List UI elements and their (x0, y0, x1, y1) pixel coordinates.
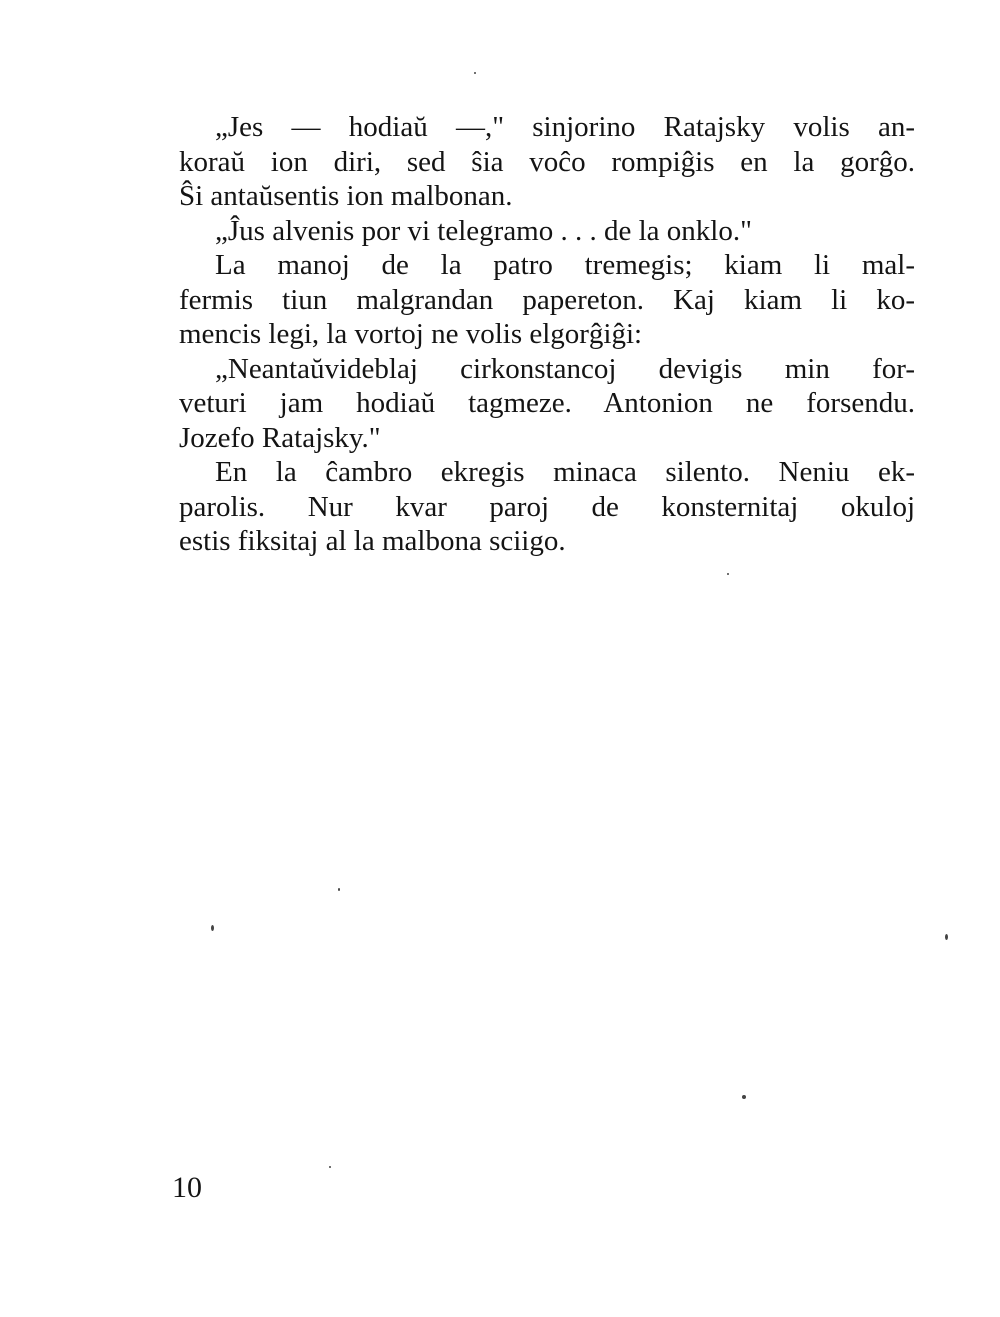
paragraph-2 (179, 214, 915, 249)
text-line: „Neantaŭvideblaj cirkonstancoj devigis min for- (215, 352, 915, 385)
text-line: „Ĵus alvenis por vi telegramo . . . de la onklo." (215, 214, 752, 247)
body-text (179, 110, 915, 559)
scan-speck (742, 1095, 746, 1099)
text-line: parolis. Nur kvar paroj de konsternitaj okuloj (179, 490, 915, 523)
scan-speck (474, 72, 476, 74)
scan-speck (329, 1166, 331, 1168)
text-line: koraŭ ion diri, sed ŝia voĉo rompiĝis en la gorĝo. (179, 145, 915, 178)
scan-speck (338, 888, 340, 891)
text-line: mencis legi, la vortoj ne volis elgorĝiĝi: (179, 318, 643, 350)
paragraph-5 (179, 455, 915, 559)
text-line: Ŝi antaŭsentis ion malbonan. (179, 180, 513, 212)
paragraph-4 (179, 352, 915, 456)
text-line: estis fiksitaj al la malbona sciigo. (179, 525, 566, 557)
page-number: 10 (172, 1171, 202, 1204)
scan-speck (945, 934, 948, 940)
scan-speck (727, 573, 729, 575)
text-line: fermis tiun malgrandan papereton. Kaj kiam li ko- (179, 283, 915, 316)
paragraph-3 (179, 248, 915, 352)
text-line: Jozefo Ratajsky." (179, 421, 381, 454)
scan-speck (211, 925, 214, 931)
paragraph-1 (179, 110, 915, 214)
text-line: La manoj de la patro tremegis; kiam li mal- (215, 249, 915, 281)
text-line: veturi jam hodiaŭ tagmeze. Antonion ne forsendu. (179, 387, 915, 419)
text-line: „Jes — hodiaŭ —," sinjorino Ratajsky volis an- (215, 111, 915, 143)
text-line: En la ĉambro ekregis minaca silento. Neniu ek- (215, 456, 915, 488)
